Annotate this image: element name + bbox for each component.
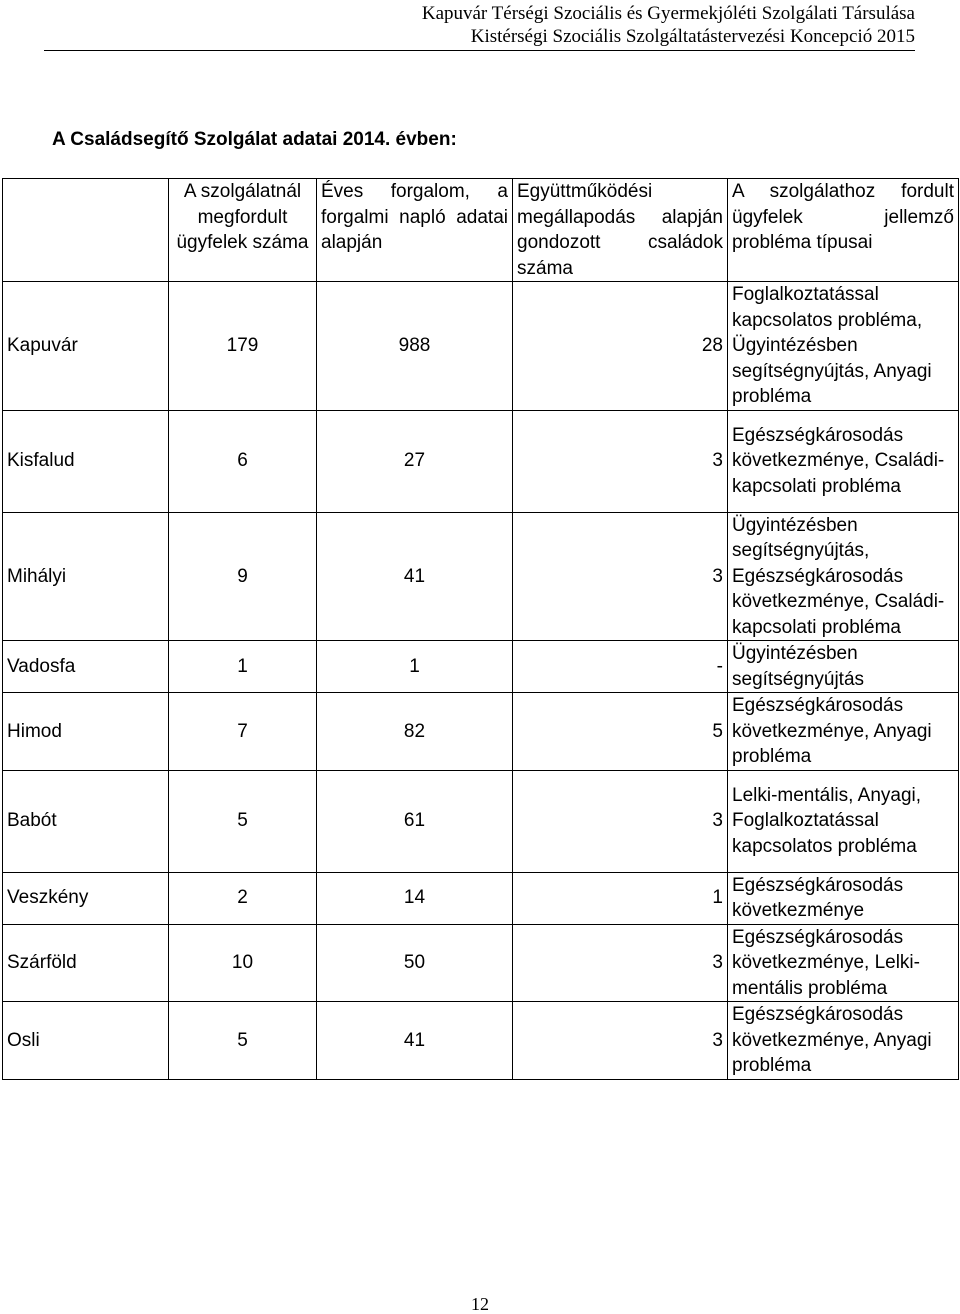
town-name: Vadosfa (3, 641, 169, 693)
families-under-agreement: 5 (513, 693, 728, 771)
town-name: Osli (3, 1002, 169, 1080)
clients-count: 2 (169, 872, 317, 924)
problem-types: Ügyintézésben segítségnyújtás (728, 641, 959, 693)
table-row (3, 770, 959, 872)
town-name: Kisfalud (3, 410, 169, 512)
annual-turnover: 61 (317, 770, 513, 872)
problem-types: Lelki-mentális, Anyagi, Foglalkoztatással kapcsolatos probléma (728, 770, 959, 872)
annual-turnover: 14 (317, 872, 513, 924)
annual-turnover: 1 (317, 641, 513, 693)
section-title: A Családsegítő Szolgálat adatai 2014. évben: (52, 129, 457, 150)
families-under-agreement: 3 (513, 512, 728, 641)
table-row (3, 512, 959, 641)
town-name: Himod (3, 693, 169, 771)
page-header (422, 2, 915, 48)
table-row (3, 924, 959, 1002)
families-under-agreement: 3 (513, 924, 728, 1002)
clients-count: 10 (169, 924, 317, 1002)
annual-turnover: 41 (317, 512, 513, 641)
problem-types: Egészségkárosodás következménye, Lelki-mentális probléma (728, 924, 959, 1002)
problem-types: Foglalkoztatással kapcsolatos probléma, Ügyintézésben segítségnyújtás, Anyagi probléma (728, 282, 959, 411)
clients-count: 9 (169, 512, 317, 641)
clients-count: 179 (169, 282, 317, 411)
table-row (3, 1002, 959, 1080)
families-under-agreement: 1 (513, 872, 728, 924)
annual-turnover: 27 (317, 410, 513, 512)
families-under-agreement: 3 (513, 1002, 728, 1080)
header-corner (3, 179, 169, 282)
problem-types: Ügyintézésben segítségnyújtás, Egészségkárosodás következménye, Családi-kapcsolati probléma (728, 512, 959, 641)
problem-types: Egészségkárosodás következménye, Családi-kapcsolati probléma (728, 410, 959, 512)
families-under-agreement: 3 (513, 410, 728, 512)
header-line-1: Kapuvár Térségi Szociális és Gyermekjóléti Szolgálati Társulása (421, 3, 915, 24)
header-clients: A szolgálatnál megfordult ügyfelek száma (169, 179, 317, 282)
table-row (3, 410, 959, 512)
town-name: Mihályi (3, 512, 169, 641)
problem-types: Egészségkárosodás következménye, Anyagi probléma (728, 693, 959, 771)
table-row (3, 693, 959, 771)
clients-count: 5 (169, 770, 317, 872)
page-number: 12 (471, 1294, 489, 1314)
town-name: Kapuvár (3, 282, 169, 411)
clients-count: 6 (169, 410, 317, 512)
annual-turnover: 82 (317, 693, 513, 771)
table-header-row (3, 179, 959, 282)
header-turnover: Éves forgalom, a forgalmi napló adatai alapján (317, 179, 513, 282)
problem-types: Egészségkárosodás következménye, Anyagi probléma (728, 1002, 959, 1080)
family-support-data-table (2, 178, 959, 1080)
families-under-agreement: 28 (513, 282, 728, 411)
header-line-2: Kistérségi Szociális Szolgáltatástervezési Koncepció 2015 (470, 26, 915, 47)
town-name: Veszkény (3, 872, 169, 924)
annual-turnover: 50 (317, 924, 513, 1002)
header-contracts: Együttműködési megállapodás alapján gondozott családok száma (513, 179, 728, 282)
table-row (3, 641, 959, 693)
families-under-agreement: - (513, 641, 728, 693)
problem-types: Egészségkárosodás következménye (728, 872, 959, 924)
annual-turnover: 988 (317, 282, 513, 411)
header-problems: A szolgálathoz fordult ügyfelek jellemző probléma típusai (728, 179, 959, 282)
annual-turnover: 41 (317, 1002, 513, 1080)
clients-count: 7 (169, 693, 317, 771)
table-body (3, 282, 959, 1080)
town-name: Szárföld (3, 924, 169, 1002)
clients-count: 5 (169, 1002, 317, 1080)
table-row (3, 282, 959, 411)
families-under-agreement: 3 (513, 770, 728, 872)
clients-count: 1 (169, 641, 317, 693)
table-row (3, 872, 959, 924)
town-name: Babót (3, 770, 169, 872)
header-rule (44, 50, 915, 51)
